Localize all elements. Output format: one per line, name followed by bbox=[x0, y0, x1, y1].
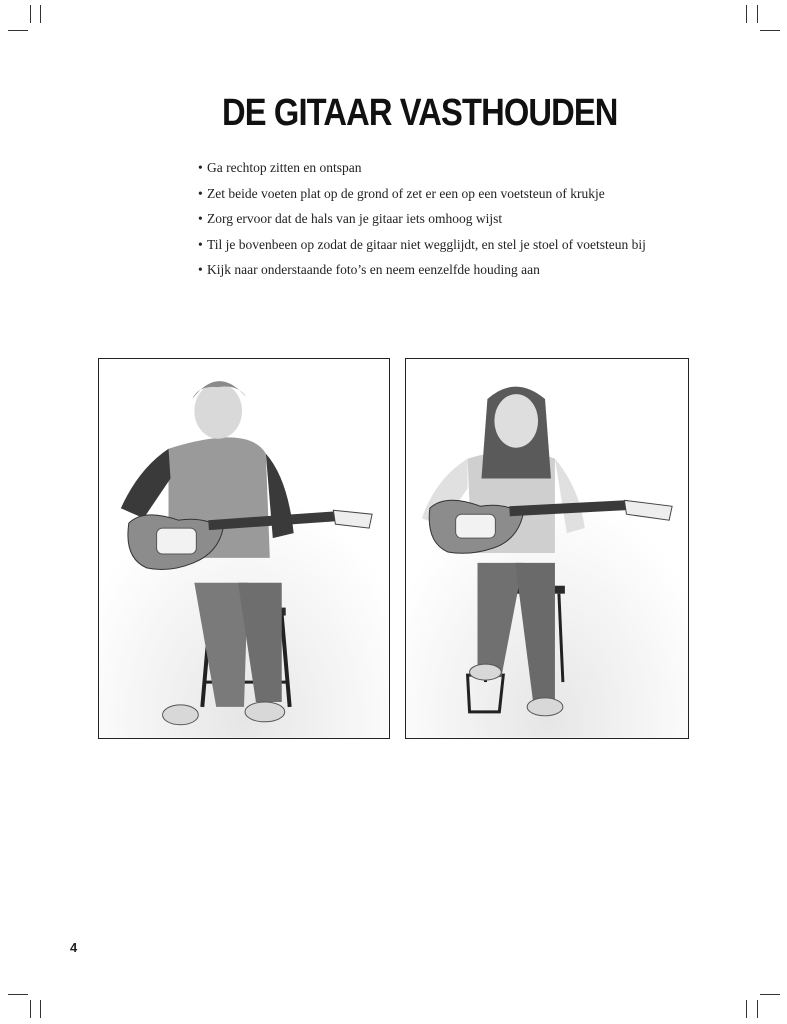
instruction-list bbox=[198, 155, 646, 283]
crop-mark-top-right bbox=[757, 5, 758, 23]
crop-mark-bottom-right bbox=[757, 1000, 758, 1018]
crop-mark-bottom-left bbox=[8, 994, 28, 995]
crop-mark-bottom-left bbox=[40, 1000, 41, 1018]
crop-mark-top-right bbox=[760, 30, 780, 31]
photo-girl-guitar-icon bbox=[406, 359, 688, 738]
bullet-text: Ga rechtop zitten en ontspan bbox=[207, 160, 362, 175]
page-title: DE GITAAR VASTHOUDEN bbox=[222, 92, 618, 134]
crop-mark-bottom-right bbox=[760, 994, 780, 995]
bullet-text: Zorg ervoor dat de hals van je gitaar iets omhoog wijst bbox=[207, 211, 503, 226]
crop-mark-top-left bbox=[40, 5, 41, 23]
bullet-text: Til je bovenbeen op zodat de gitaar niet wegglijdt, en stel je stoel of voetsteun bij bbox=[207, 236, 646, 252]
list-item: • Zorg ervoor dat de hals van je gitaar iets omhoog wijst bbox=[198, 211, 503, 226]
list-item: • Ga rechtop zitten en ontspan bbox=[198, 160, 362, 175]
crop-mark-top-right bbox=[746, 5, 747, 23]
bullet-text: Zet beide voeten plat op de grond of zet er een op een voetsteun of krukje bbox=[207, 185, 605, 201]
crop-mark-top-left bbox=[8, 30, 28, 31]
crop-mark-bottom-right bbox=[746, 1000, 747, 1018]
bullet-text: Kijk naar onderstaande foto’s en neem eenzelfde houding aan bbox=[207, 262, 540, 277]
photo-boy-guitar bbox=[98, 358, 390, 739]
crop-mark-bottom-left bbox=[30, 1000, 31, 1018]
photo-girl-guitar bbox=[405, 358, 689, 739]
list-item: • Zet beide voeten plat op de grond of zet er een op een voetsteun of krukje bbox=[198, 185, 605, 201]
crop-mark-top-left bbox=[30, 5, 31, 23]
list-item: • Til je bovenbeen op zodat de gitaar niet wegglijdt, en stel je stoel of voetsteun bij bbox=[198, 236, 646, 252]
page-number: 4 bbox=[70, 940, 78, 955]
list-item: • Kijk naar onderstaande foto’s en neem eenzelfde houding aan bbox=[198, 262, 540, 277]
photo-boy-guitar-icon bbox=[99, 359, 389, 738]
